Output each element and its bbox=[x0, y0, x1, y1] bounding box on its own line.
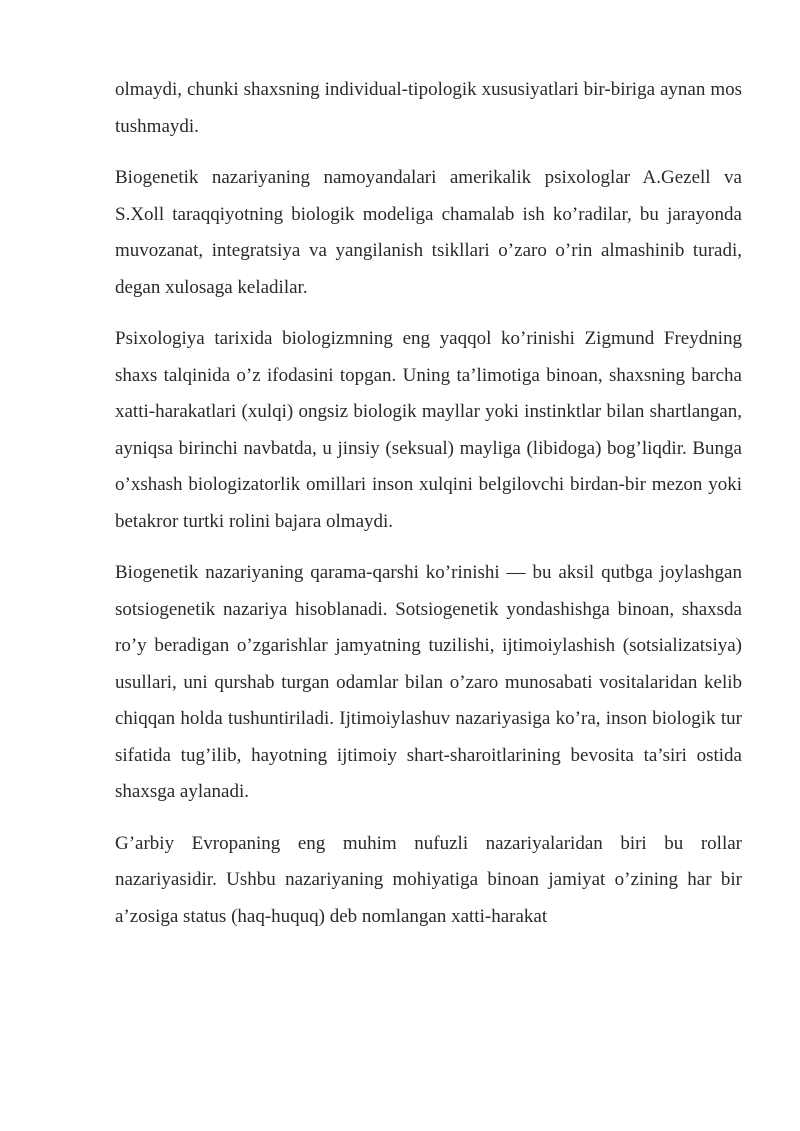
document-page bbox=[115, 72, 742, 950]
paragraph-2: Biogenetik nazariyaning namoyandalari amerikalik psixologlar A.Gezell va S.Xoll taraqqiyotning biologik modeliga chamalab ish ko’radilar, bu jarayonda muvozanat, integratsiya va yangilanish tsikllari o’zaro o’rin almashinib turadi, degan xulosaga keladilar. bbox=[115, 167, 742, 298]
paragraph-1: olmaydi, chunki shaxsning individual-tipologik xususiyatlari bir-biriga aynan mos tushmaydi. bbox=[115, 79, 742, 137]
paragraph-3: Psixologiya tarixida biologizmning eng yaqqol ko’rinishi Zigmund Freydning shaxs talqinida o’z ifodasini topgan. Uning ta’limotiga binoan, shaxsning barcha xatti-harakatlari (xulqi) ongsiz biologik mayllar yoki instinktlar bilan shartlangan, ayniqsa birinchi navbatda, u jinsiy (seksual) mayliga (libidoga) bog’liqdir. Bunga o’xshash biologizatorlik omillari inson xulqini belgilovchi birdan-bir mezon yoki betakror turtki rolini bajara olmaydi. bbox=[115, 328, 742, 532]
paragraph-5: G’arbiy Evropaning eng muhim nufuzli nazariyalaridan biri bu rollar nazariyasidir. Ushbu nazariyaning mohiyatiga binoan jamiyat o’zining har bir a’zosiga status (haq-huquq) deb nomlangan xatti-harakat bbox=[115, 832, 742, 927]
paragraph-4: Biogenetik nazariyaning qarama-qarshi ko’rinishi — bu aksil qutbga joylashgan sotsiogenetik nazariya hisoblanadi. Sotsiogenetik yondashishga binoan, shaxsda ro’y beradigan o’zgarishlar jamyatning tuzilishi, ijtimoiylashish (sotsializatsiya) usullari, uni qurshab turgan odamlar bilan o’zaro munosabati vositalaridan kelib chiqqan holda tushuntiriladi. Ijtimoiylashuv nazariyasiga ko’ra, inson biologik tur sifatida tug’ilib, hayotning ijtimoiy shart-sharoitlarining bevosita ta’siri ostida shaxsga aylanadi. bbox=[115, 562, 742, 802]
